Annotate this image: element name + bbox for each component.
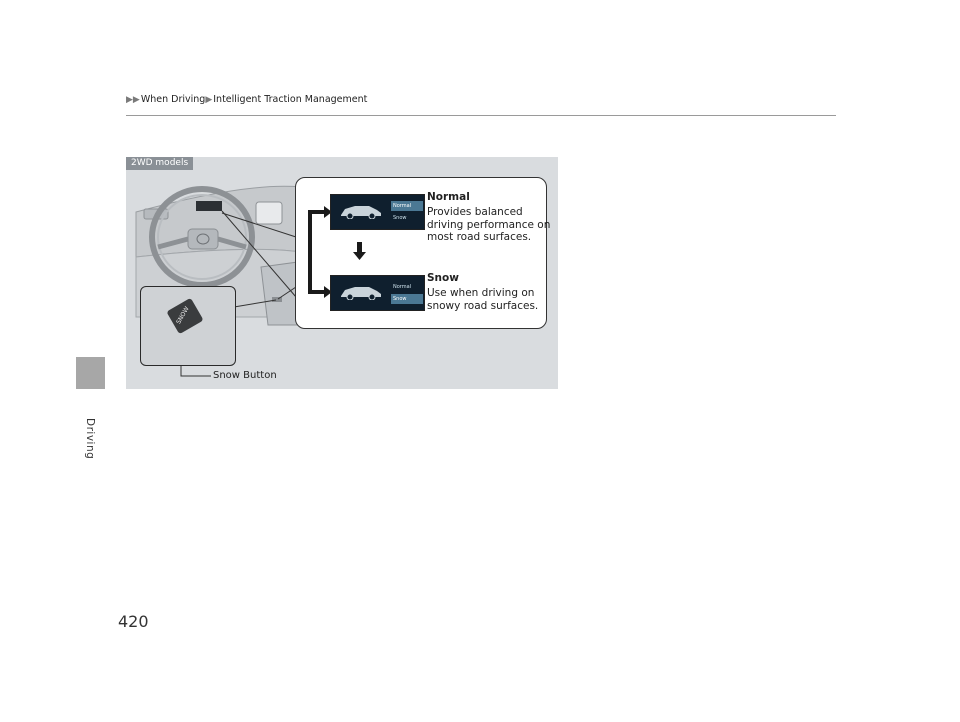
chapter-tab [76, 357, 105, 389]
normal-mode-desc: Provides balanced driving performance on most road surfaces. [427, 206, 551, 243]
header-rule [126, 115, 836, 116]
snow-button-closeup [140, 286, 236, 366]
chapter-label: Driving [84, 418, 96, 460]
car-icon [339, 284, 383, 300]
modes-panel [295, 177, 551, 329]
normal-option: Normal [391, 201, 423, 211]
snow-mode-title: Snow [427, 272, 459, 284]
breadcrumb-arrow-icon: ▶▶ [126, 95, 140, 105]
snow-option: Snow [391, 294, 423, 304]
normal-mode-title: Normal [427, 191, 470, 203]
breadcrumb-separator-icon: ▶ [205, 95, 213, 105]
normal-mode-display [330, 194, 425, 230]
breadcrumb [126, 94, 367, 105]
snow-button-label: Snow Button [213, 370, 277, 381]
snow-key-text: SNOW [175, 305, 191, 326]
breadcrumb-intelligent-traction[interactable]: Intelligent Traction Management [213, 94, 368, 105]
snow-option: Snow [393, 215, 407, 221]
normal-option: Normal [393, 284, 412, 290]
page-number: 420 [118, 612, 149, 631]
car-icon [339, 203, 383, 219]
snow-button[interactable] [166, 298, 203, 335]
breadcrumb-when-driving[interactable]: When Driving [140, 94, 206, 105]
snow-mode-display [330, 275, 425, 311]
model-tag: 2WD models [126, 157, 193, 170]
traction-figure [126, 157, 558, 389]
snow-mode-desc: Use when driving on snowy road surfaces. [427, 287, 539, 312]
